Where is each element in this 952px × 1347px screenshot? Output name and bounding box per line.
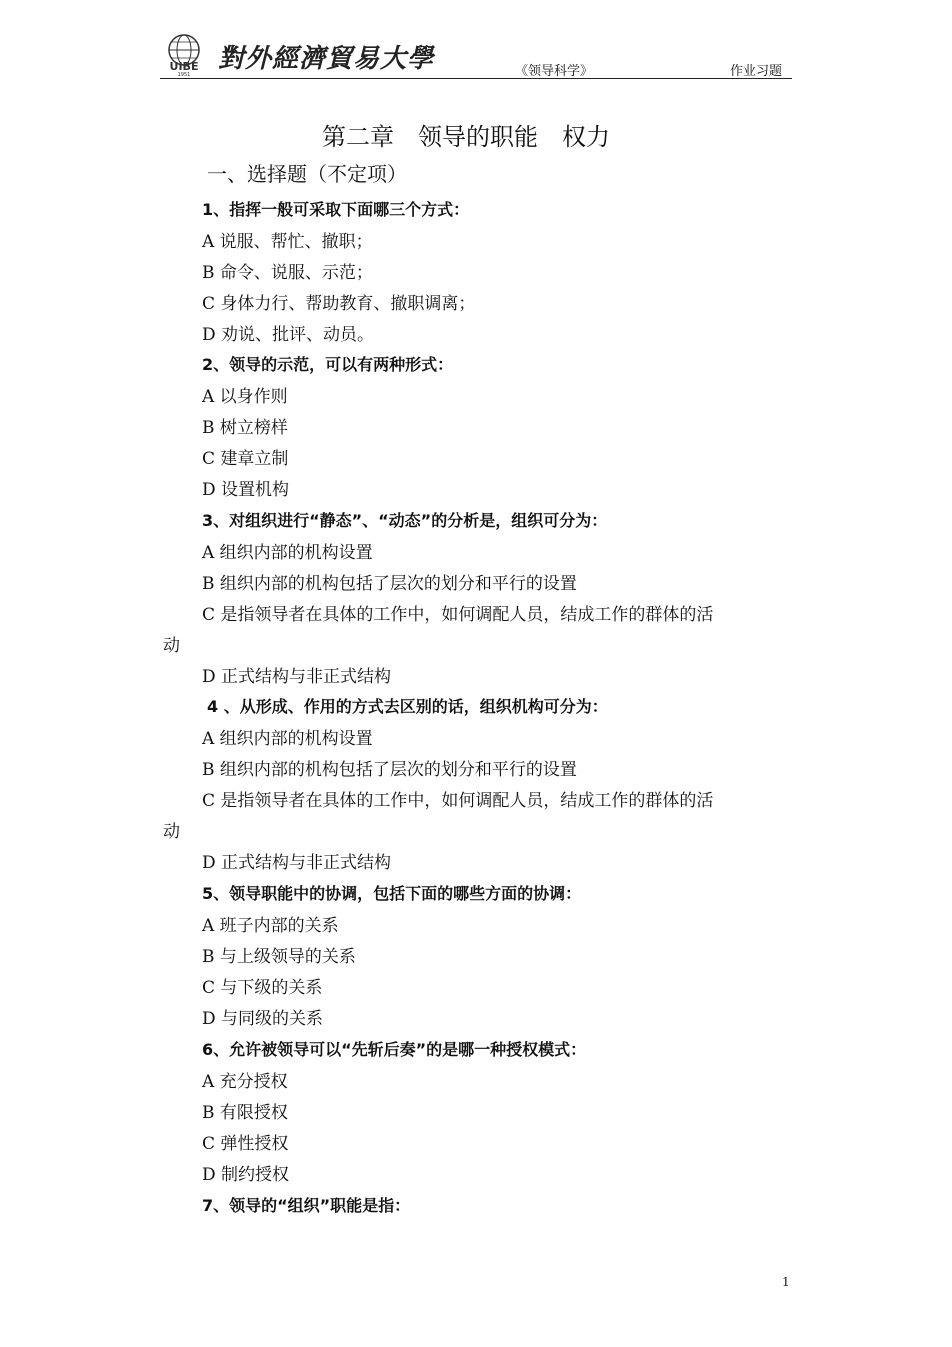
question-7: 7、领导的“组织”职能是指： [202, 1196, 411, 1215]
option-c: C 与下级的关系 [202, 978, 323, 998]
option-b: B 组织内部的机构包括了层次的划分和平行的设置 [202, 760, 577, 780]
option-b: B 组织内部的机构包括了层次的划分和平行的设置 [202, 574, 577, 594]
question-3: 3、对组织进行“静态”、“动态”的分析是，组织可分为： [202, 511, 608, 530]
svg-text:1951: 1951 [177, 72, 191, 76]
question-5: 5、领导职能中的协调，包括下面的哪些方面的协调： [202, 884, 582, 903]
section-title: 一、选择题（不定项） [207, 162, 407, 186]
option-c: C 身体力行、帮助教育、撤职调离； [202, 294, 476, 314]
question-6: 6、允许被领导可以“先斩后奏”的是哪一种授权模式： [202, 1040, 587, 1059]
option-d: D 劝说、批评、动员。 [202, 325, 375, 345]
option-b: B 命令、说服、示范； [202, 263, 373, 283]
svg-text:UIBE: UIBE [169, 60, 199, 73]
option-c-continuation: 动 [163, 636, 180, 656]
question-2: 2、领导的示范，可以有两种形式： [202, 355, 454, 374]
option-b: B 树立榜样 [202, 418, 288, 438]
option-b: B 与上级领导的关系 [202, 947, 356, 967]
university-name: 對外經濟貿易大學 [218, 44, 435, 74]
question-4: 4 、从形成、作用的方式去区别的话，组织机构可分为： [207, 697, 608, 716]
header-divider [160, 78, 792, 79]
option-a: A 说服、帮忙、撤职； [202, 232, 373, 252]
option-d: D 与同级的关系 [202, 1009, 324, 1029]
option-a: A 组织内部的机构设置 [202, 543, 373, 563]
document-type: 作业习题 [730, 64, 783, 79]
chapter-title: 第二章 领导的职能 权力 [322, 123, 610, 151]
option-c: C 是指领导者在具体的工作中，如何调配人员，结成工作的群体的活 [202, 791, 714, 811]
option-a: A 班子内部的关系 [202, 916, 339, 936]
course-title: 《领导科学》 [515, 64, 594, 79]
option-d: D 正式结构与非正式结构 [202, 853, 392, 873]
option-b: B 有限授权 [202, 1103, 288, 1123]
option-d: D 正式结构与非正式结构 [202, 667, 392, 687]
option-a: A 以身作则 [202, 387, 288, 407]
option-a: A 组织内部的机构设置 [202, 729, 373, 749]
question-1: 1、指挥一般可采取下面哪三个方式： [202, 200, 470, 219]
option-d: D 制约授权 [202, 1165, 290, 1185]
page-number: 1 [782, 1275, 790, 1289]
university-logo [160, 32, 208, 76]
option-a: A 充分授权 [202, 1072, 288, 1092]
option-c-continuation: 动 [163, 822, 180, 842]
option-c: C 建章立制 [202, 449, 289, 469]
option-c: C 弹性授权 [202, 1134, 289, 1154]
option-c: C 是指领导者在具体的工作中，如何调配人员，结成工作的群体的活 [202, 605, 714, 625]
option-d: D 设置机构 [202, 480, 290, 500]
